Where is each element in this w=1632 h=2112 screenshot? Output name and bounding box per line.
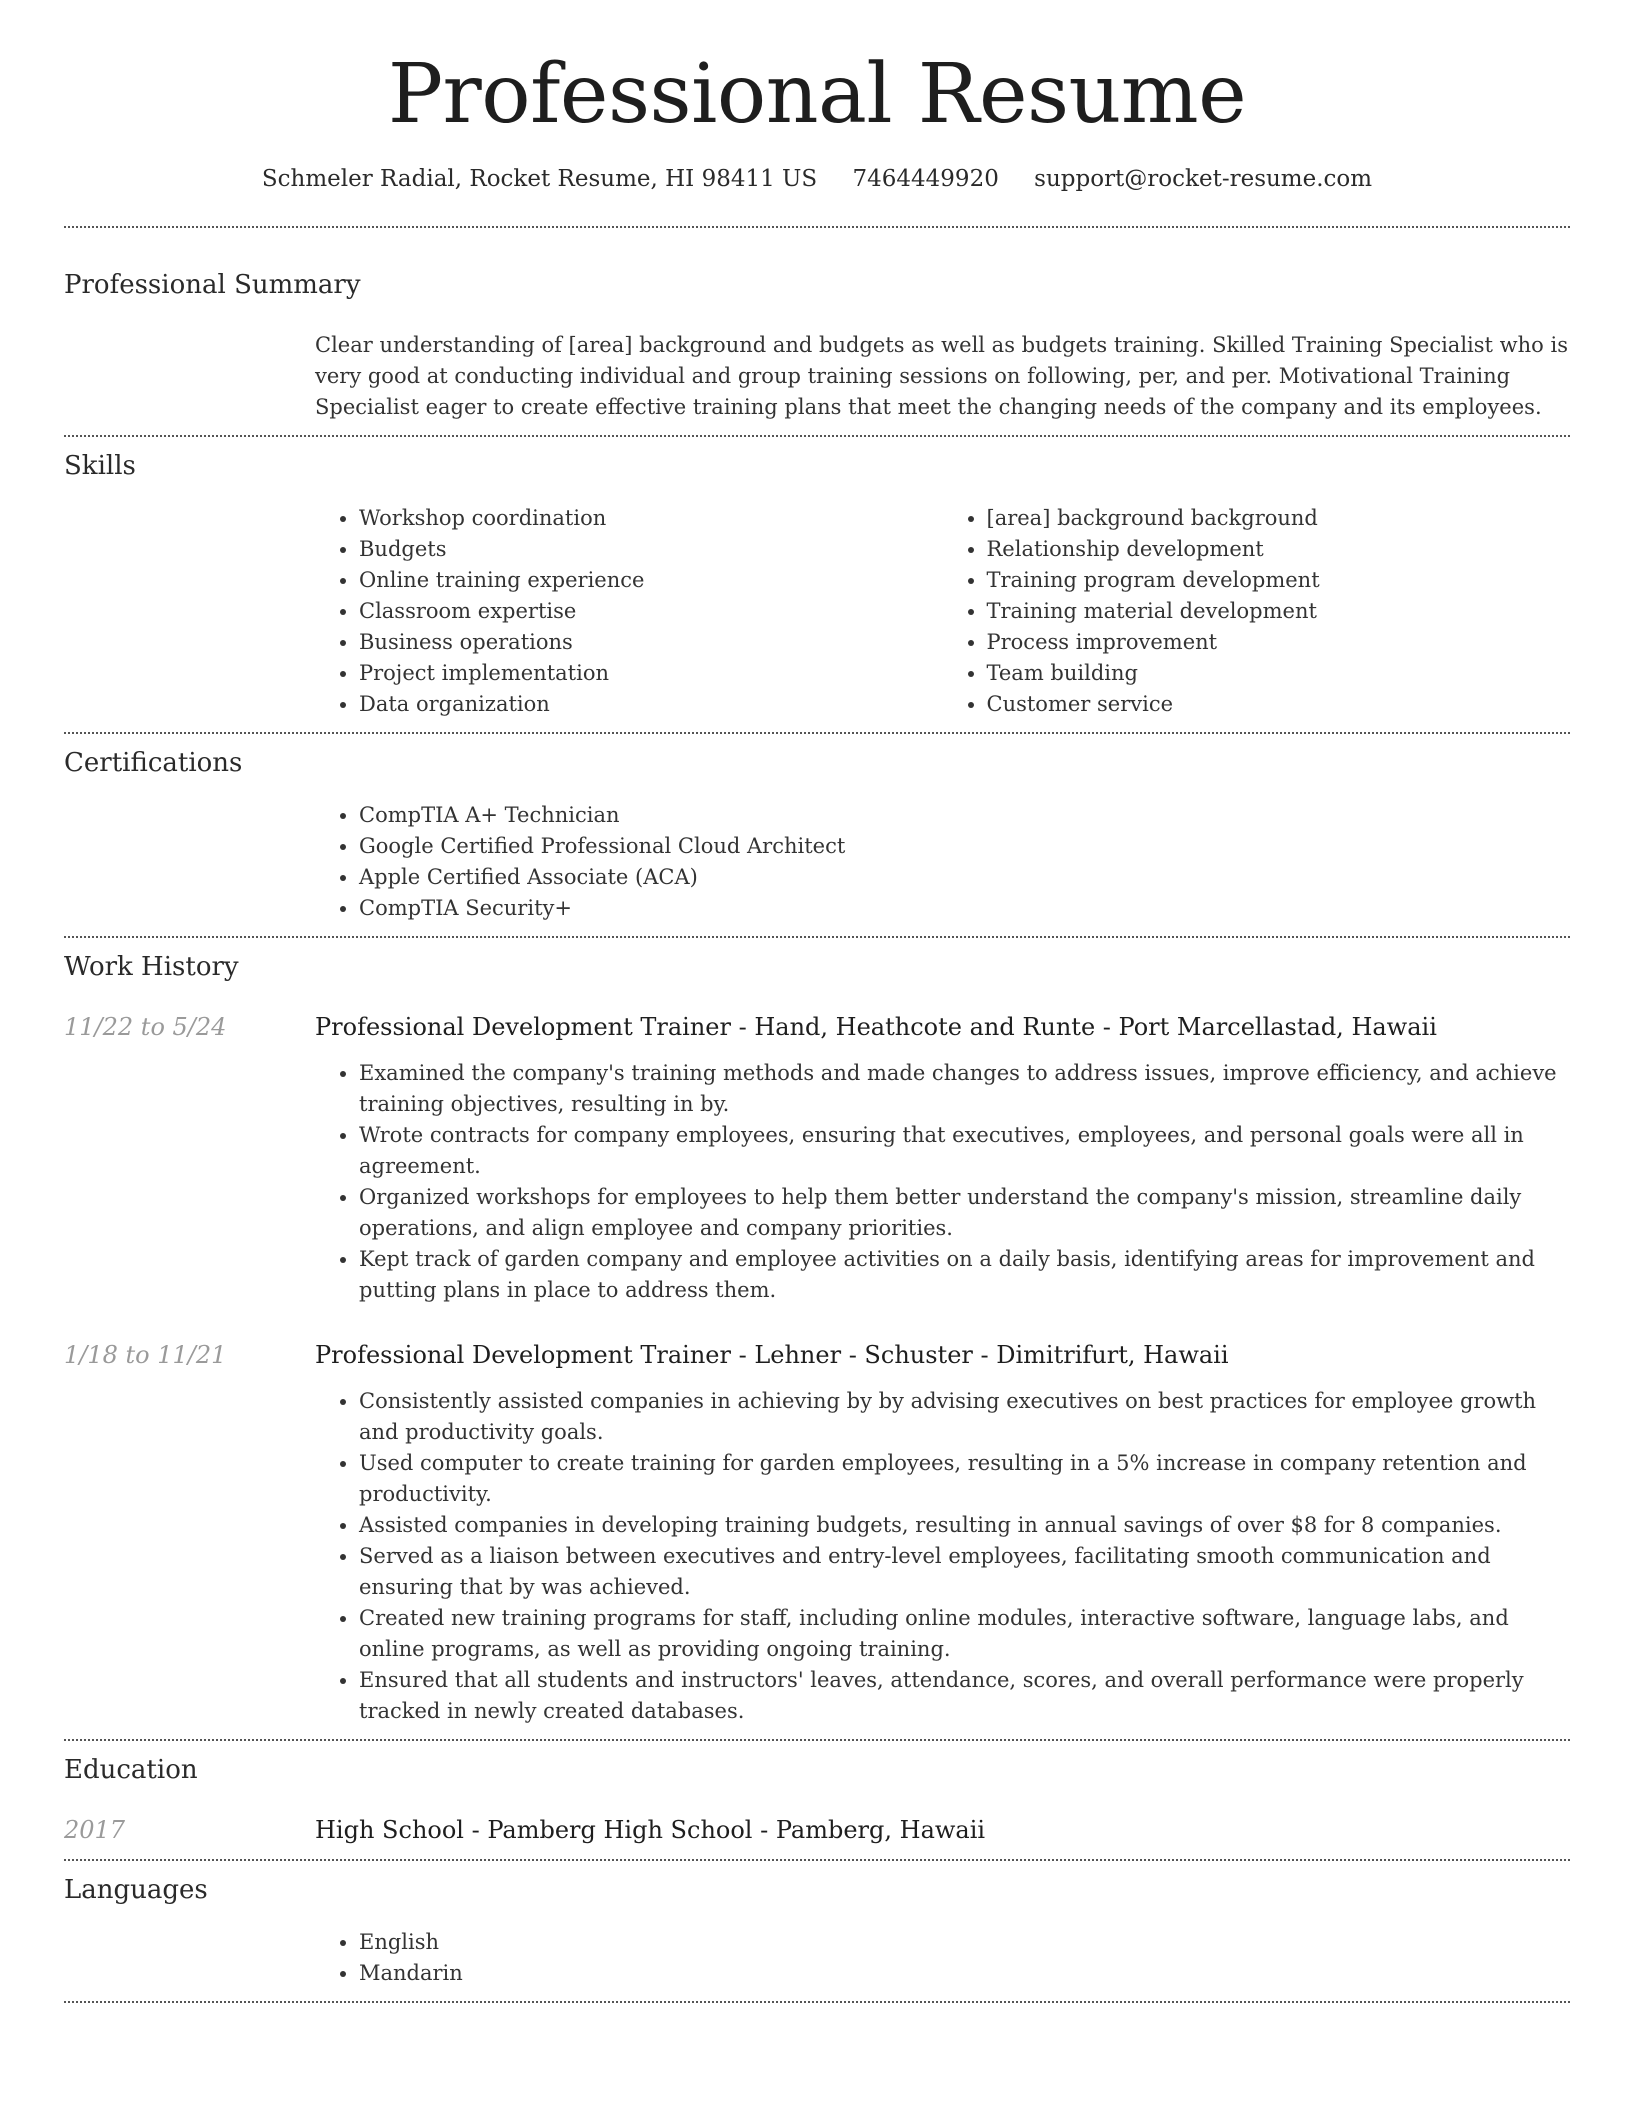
divider <box>64 2001 1570 2003</box>
skill-item: • Training material development <box>987 596 1571 627</box>
job-bullets <box>315 1386 1570 1727</box>
resume-page <box>64 0 1570 2003</box>
skills-list-left <box>315 503 943 720</box>
skill-item: • Online training experience <box>359 565 943 596</box>
job-bullet: • Created new training programs for staff, including online modules, interactive software, language labs, and online programs, as well as providing ongoing training. <box>359 1603 1570 1665</box>
email-text: support@rocket-resume.com <box>1034 166 1373 193</box>
section-title-languages: Languages <box>64 1875 208 1906</box>
job-title: Professional Development Trainer - Lehner - Schuster - Dimitrifurt, Hawaii <box>315 1341 1229 1370</box>
section-title-education: Education <box>64 1755 198 1786</box>
section-title-skills: Skills <box>64 451 136 482</box>
language-item: • English <box>359 1927 1570 1958</box>
section-title-certifications: Certifications <box>64 748 243 779</box>
address-text: Schmeler Radial, Rocket Resume, HI 98411 US <box>261 166 818 193</box>
skill-item: • Team building <box>987 658 1571 689</box>
skills-list-right <box>943 503 1571 720</box>
job-details <box>315 1338 1570 1727</box>
job-bullet: • Examined the company's training methods and made changes to address issues, improve efficiency, and achieve training objectives, resulting in by. <box>359 1058 1570 1120</box>
contact-line <box>64 166 1570 192</box>
job-bullet: • Wrote contracts for company employees, ensuring that executives, employees, and personal goals were all in agreement. <box>359 1120 1570 1182</box>
job-entry <box>64 1338 1570 1727</box>
job-bullet: • Used computer to create training for garden employees, resulting in a 5% increase in company retention and productivity. <box>359 1448 1570 1510</box>
languages-list <box>315 1927 1570 1989</box>
skills-section <box>64 437 1570 732</box>
job-bullet: • Consistently assisted companies in achieving by by advising executives on best practices for employee growth and productivity goals. <box>359 1386 1570 1448</box>
certification-item: • CompTIA Security+ <box>359 893 1570 924</box>
certification-item: • CompTIA A+ Technician <box>359 800 1570 831</box>
education-details: High School - Pamberg High School - Pamberg, Hawaii <box>315 1816 986 1845</box>
job-bullet: • Ensured that all students and instructors' leaves, attendance, scores, and overall performance were properly tracked in newly created databases. <box>359 1665 1570 1727</box>
languages-section <box>64 1861 1570 2001</box>
work-history-section <box>64 938 1570 1739</box>
section-title-summary: Professional Summary <box>64 270 361 301</box>
skill-item: • Workshop coordination <box>359 503 943 534</box>
education-entry <box>64 1813 1570 1847</box>
skill-item: • Process improvement <box>987 627 1571 658</box>
skill-item: • Business operations <box>359 627 943 658</box>
skills-columns <box>315 503 1570 720</box>
certifications-list <box>315 800 1570 924</box>
job-bullets <box>315 1058 1570 1306</box>
phone-text: 7464449920 <box>852 166 999 193</box>
job-bullet: • Served as a liaison between executives and entry-level employees, facilitating smooth communication and ensuring that by was achieved. <box>359 1541 1570 1603</box>
certifications-section <box>64 734 1570 936</box>
job-bullet: • Organized workshops for employees to help them better understand the company's mission, streamline daily operations, and align employee and company priorities. <box>359 1182 1570 1244</box>
section-title-work-history: Work History <box>64 952 239 983</box>
skill-item: • Project implementation <box>359 658 943 689</box>
summary-text: Clear understanding of [area] background and budgets as well as budgets training. Skilled Training Specialist who is very good at conducting individual and group training sessions on following, per, and per. Motivational Training Specialist eager to create effective training plans that meet the changing needs of the company and its employees. <box>315 333 1568 420</box>
job-entry <box>64 1010 1570 1306</box>
job-dates: 1/18 to 11/21 <box>64 1341 227 1370</box>
certification-item: • Google Certified Professional Cloud Architect <box>359 831 1570 862</box>
skill-item: • Classroom expertise <box>359 596 943 627</box>
job-dates: 11/22 to 5/24 <box>64 1013 227 1042</box>
skill-item: • Budgets <box>359 534 943 565</box>
page-title: Professional Resume <box>387 47 1247 142</box>
skill-item: • Customer service <box>987 689 1571 720</box>
job-bullet: • Assisted companies in developing training budgets, resulting in annual savings of over $8 for 8 companies. <box>359 1510 1570 1541</box>
skill-item: • Data organization <box>359 689 943 720</box>
job-title: Professional Development Trainer - Hand, Heathcote and Runte - Port Marcellastad, Hawaii <box>315 1013 1437 1042</box>
education-year: 2017 <box>64 1816 126 1845</box>
language-item: • Mandarin <box>359 1958 1570 1989</box>
job-details <box>315 1010 1570 1306</box>
skill-item: • [area] background background <box>987 503 1571 534</box>
skill-item: • Relationship development <box>987 534 1571 565</box>
summary-section <box>64 228 1570 435</box>
education-section <box>64 1741 1570 1859</box>
job-bullet: • Kept track of garden company and employee activities on a daily basis, identifying areas for improvement and putting plans in place to address them. <box>359 1244 1570 1306</box>
skill-item: • Training program development <box>987 565 1571 596</box>
certification-item: • Apple Certified Associate (ACA) <box>359 862 1570 893</box>
